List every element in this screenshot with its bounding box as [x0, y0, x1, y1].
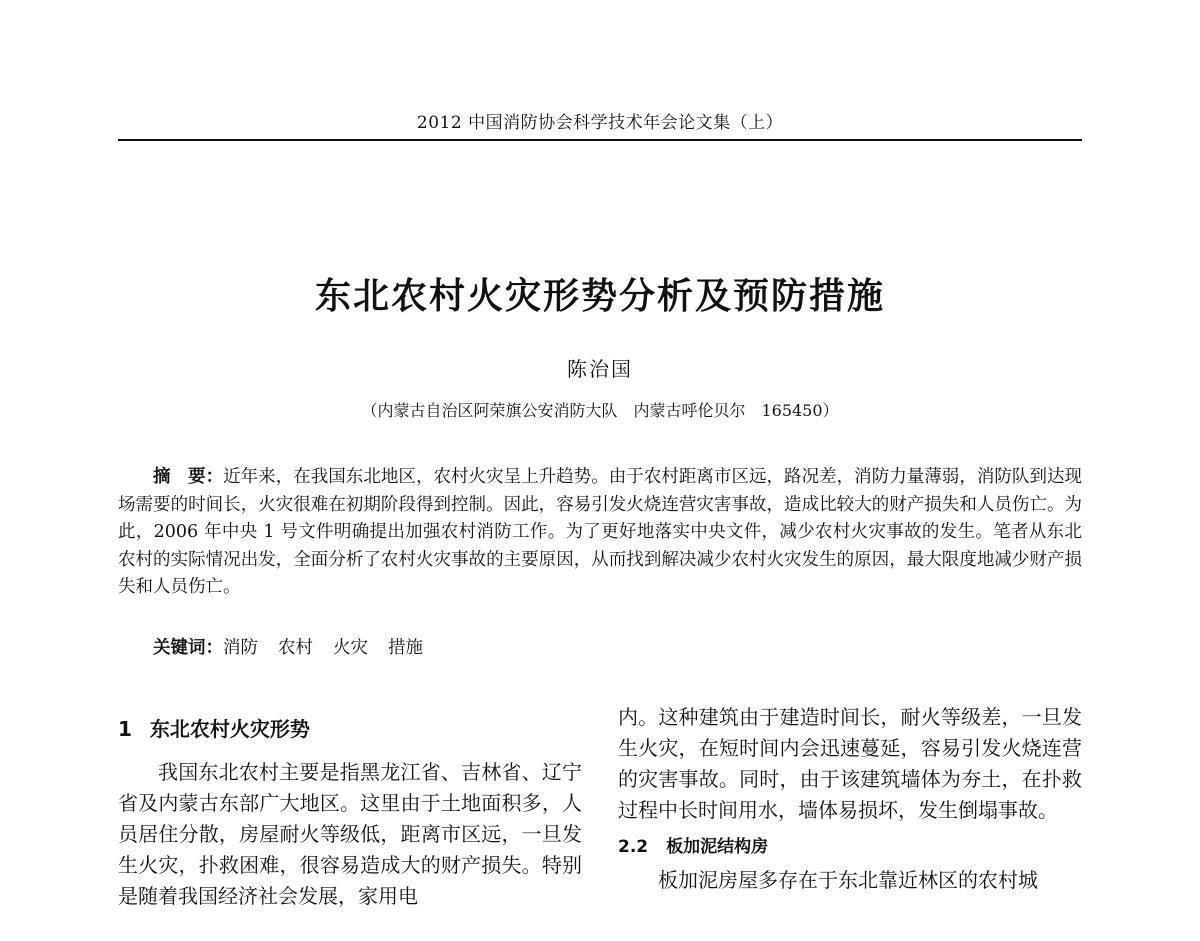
- keyword-item: 措施: [388, 638, 423, 658]
- body-paragraph-continued: 内。这种建筑由于建造时间长，耐火等级差，一旦发生火灾，在短时间内会迅速蔓延，容易引发火烧连营的灾害事故。同时，由于该建筑墙体为夯土，在扑救过程中长时间用水，墙体易损坏，发生倒塌事故。: [618, 705, 1082, 822]
- keywords-label: 关键词：: [153, 638, 223, 658]
- running-header: 2012 中国消防协会科学技术年会论文集（上）: [416, 113, 784, 133]
- left-column: [118, 700, 582, 912]
- abstract-label: 摘 要：: [153, 467, 224, 487]
- keyword-item: 消防: [223, 638, 258, 658]
- keywords: [118, 634, 1082, 659]
- keyword-item: 火灾: [333, 638, 368, 658]
- paper-title: 东北农村火灾形势分析及预防措施: [314, 275, 885, 317]
- subsection-heading: [618, 832, 1082, 863]
- right-column: [618, 702, 1082, 896]
- header-rule: [118, 139, 1082, 141]
- paper-author: 陈治国: [567, 357, 633, 381]
- subsection-number: 2.2: [618, 837, 649, 857]
- section-heading: [118, 714, 582, 745]
- subsection-title: 板加泥结构房: [666, 837, 769, 857]
- abstract: [118, 464, 1082, 602]
- abstract-text: 近年来，在我国东北地区，农村火灾呈上升趋势。由于农村距离市区远，路况差，消防力量薄弱，消防队到达现场需要的时间长，火灾很难在初期阶段得到控制。因此，容易引发火烧连营灾害事故，造成比较大的财产损失和人员伤亡。为此，2006 年中央 1 号文件明确提出加强农村消防工作。为了更好地落实中央文件，减少农村火灾事故的发生。笔者从东北农村的实际情况出发，全面分析了农村火灾事故的主要原因，从而找到解决减少农村火灾发生的原因，最大限度地减少财产损失和人员伤亡。: [118, 467, 1083, 597]
- body-paragraph: 板加泥房屋多存在于东北靠近林区的农村城: [658, 868, 1038, 892]
- body-paragraph: 我国东北农村主要是指黑龙江省、吉林省、辽宁省及内蒙古东部广大地区。这里由于土地面积多，人员居住分散，房屋耐火等级低，距离市区远，一旦发生火灾，扑救困难，很容易造成大的财产损失。特别是随着我国经济社会发展，家用电: [118, 760, 582, 908]
- keyword-item: 农村: [278, 638, 313, 658]
- section-title: 东北农村火灾形势: [149, 717, 310, 741]
- paper-affiliation: （内蒙古自治区阿荣旗公安消防大队 内蒙古呼伦贝尔 165450）: [361, 401, 839, 420]
- section-number: 1: [118, 717, 132, 741]
